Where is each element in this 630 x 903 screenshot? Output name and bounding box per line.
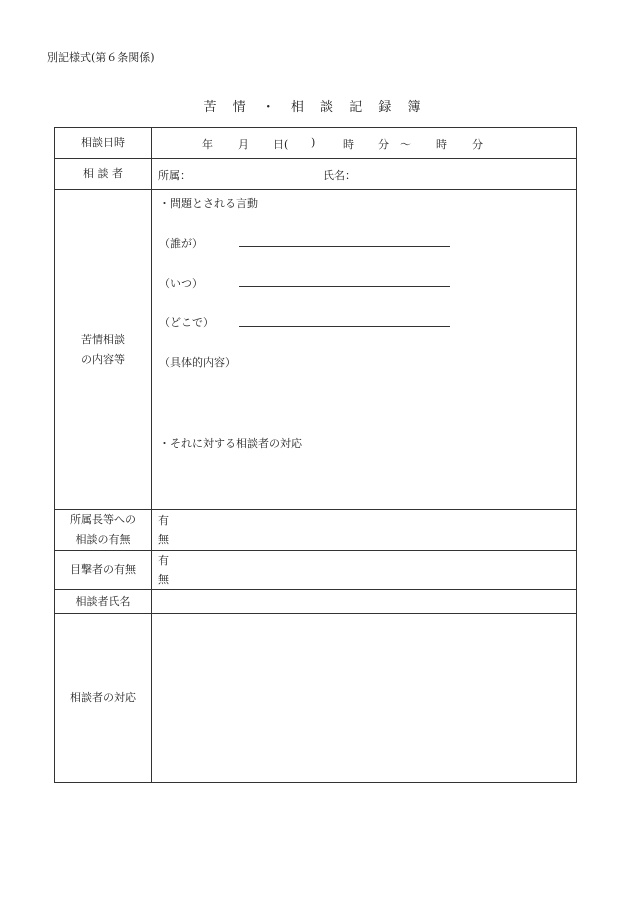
document-title: 苦 情 ・ 相 談 記 録 簿	[203, 100, 427, 115]
content-label-line2: の内容等	[81, 352, 125, 366]
content-field[interactable]	[152, 190, 577, 510]
datetime-field[interactable]	[152, 128, 577, 159]
datetime-row	[55, 128, 577, 159]
who-underline[interactable]	[239, 246, 450, 247]
report-label	[55, 510, 152, 551]
handler-name-field[interactable]	[152, 590, 577, 614]
end-hour-label: 時	[436, 138, 447, 151]
witness-field[interactable]	[152, 551, 577, 590]
weekday-close-paren: )	[311, 136, 316, 149]
report-field[interactable]	[152, 510, 577, 551]
handler-response-row	[55, 614, 577, 783]
who-label: （誰が）	[159, 237, 203, 250]
report-yes-option[interactable]: 有	[158, 514, 169, 527]
datetime-label: 相談日時	[55, 128, 152, 159]
handler-response-label: 相談者の対応	[55, 614, 152, 783]
where-underline[interactable]	[239, 326, 450, 327]
witness-no-option[interactable]: 無	[158, 573, 169, 586]
report-label-line2: 相談の有無	[75, 533, 131, 546]
end-minute-label: 分	[472, 138, 483, 151]
witness-yes-option[interactable]: 有	[158, 554, 169, 567]
where-label: （どこで）	[159, 316, 214, 329]
content-label	[55, 190, 152, 510]
name-label: 氏名：	[323, 169, 356, 182]
response-heading: ・それに対する相談者の対応	[159, 437, 302, 450]
handler-response-field[interactable]	[152, 614, 577, 783]
when-underline[interactable]	[239, 286, 450, 287]
day-label: 日(	[273, 138, 289, 151]
report-label-line1: 所属長等への	[70, 513, 136, 526]
start-minute-label: 分	[378, 138, 389, 151]
year-label: 年	[202, 138, 213, 151]
time-range-tilde: ～	[400, 138, 411, 151]
witness-row	[55, 551, 577, 590]
report-no-option[interactable]: 無	[158, 533, 169, 546]
issue-heading: ・問題とされる言動	[159, 197, 258, 210]
handler-name-row	[55, 590, 577, 614]
content-row	[55, 190, 577, 510]
content-label-line1: 苦情相談	[81, 332, 125, 346]
start-hour-label: 時	[343, 138, 354, 151]
complaint-record-form	[54, 127, 577, 783]
affiliation-label: 所属：	[158, 169, 191, 182]
consultant-label: 相 談 者	[55, 159, 152, 190]
when-label: （いつ）	[159, 277, 203, 290]
month-label: 月	[238, 138, 249, 151]
consultant-row	[55, 159, 577, 190]
witness-label: 目撃者の有無	[55, 551, 152, 590]
handler-name-label: 相談者氏名	[55, 590, 152, 614]
consultant-field[interactable]	[152, 159, 577, 190]
report-row	[55, 510, 577, 551]
form-number-note: 別記様式(第６条関係)	[47, 51, 155, 64]
details-label: （具体的内容）	[159, 356, 236, 369]
